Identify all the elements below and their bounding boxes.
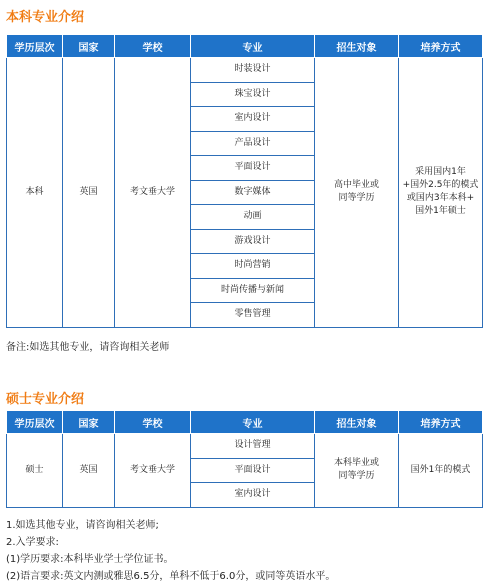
level-cell: 本科 xyxy=(7,58,63,328)
undergrad-section-title: 本科专业介绍 xyxy=(6,10,85,25)
major-cell: 平面设计 xyxy=(191,458,315,483)
major-cell: 室内设计 xyxy=(191,107,315,132)
mode-line: 采用国内1年 xyxy=(415,167,466,178)
header-mode: 培养方式 xyxy=(399,35,483,58)
header-target: 招生对象 xyxy=(315,411,399,434)
mode-line: +国外2.5年的模式 xyxy=(402,180,479,191)
header-level: 学历层次 xyxy=(7,411,63,434)
header-level: 学历层次 xyxy=(7,35,63,58)
major-cell: 室内设计 xyxy=(191,483,315,508)
level-cell: 硕士 xyxy=(7,434,63,508)
target-line: 同等学历 xyxy=(338,193,375,204)
header-target: 招生对象 xyxy=(315,35,399,58)
mode-line: 国外1年硕士 xyxy=(415,206,466,217)
header-major: 专业 xyxy=(191,35,315,58)
major-cell: 平面设计 xyxy=(191,156,315,181)
header-country: 国家 xyxy=(63,35,115,58)
master-section-title: 硕士专业介绍 xyxy=(6,392,85,407)
header-major: 专业 xyxy=(191,411,315,434)
major-cell: 产品设计 xyxy=(191,131,315,156)
major-cell: 时尚传播与新闻 xyxy=(191,278,315,303)
country-cell: 英国 xyxy=(63,58,115,328)
header-school: 学校 xyxy=(115,35,191,58)
header-mode: 培养方式 xyxy=(399,411,483,434)
master-note-3: (1)学历要求:本科毕业学士学位证书。 xyxy=(6,554,174,565)
table-row xyxy=(7,58,483,83)
major-cell: 珠宝设计 xyxy=(191,82,315,107)
major-cell: 游戏设计 xyxy=(191,229,315,254)
school-cell: 考文垂大学 xyxy=(115,58,191,328)
target-cell xyxy=(315,58,399,328)
major-cell: 时尚营销 xyxy=(191,254,315,279)
master-note-1: 1.如选其他专业，请咨询相关老师; xyxy=(6,520,159,531)
mode-cell xyxy=(399,58,483,328)
major-cell: 数字媒体 xyxy=(191,180,315,205)
major-cell: 零售管理 xyxy=(191,303,315,328)
undergrad-header-row xyxy=(7,35,483,58)
undergrad-note: 备注:如选其他专业，请咨询相关老师 xyxy=(6,342,170,353)
major-cell: 时装设计 xyxy=(191,58,315,83)
master-note-4: (2)语言要求:英文内测或雅思6.5分，单科不低于6.0分，或同等英语水平。 xyxy=(6,571,336,582)
mode-line: 或国内3年本科+ xyxy=(406,193,475,204)
undergrad-table xyxy=(6,34,483,328)
mode-cell: 国外1年的模式 xyxy=(399,434,483,508)
target-line: 本科毕业或 xyxy=(333,458,379,469)
master-table xyxy=(6,410,483,508)
target-line: 高中毕业或 xyxy=(333,180,379,191)
country-cell: 英国 xyxy=(63,434,115,508)
master-note-2: 2.入学要求: xyxy=(6,537,59,548)
target-cell xyxy=(315,434,399,508)
school-cell: 考文垂大学 xyxy=(115,434,191,508)
major-cell: 动画 xyxy=(191,205,315,230)
header-country: 国家 xyxy=(63,411,115,434)
header-school: 学校 xyxy=(115,411,191,434)
major-cell: 设计管理 xyxy=(191,434,315,459)
master-header-row xyxy=(7,411,483,434)
target-line: 同等学历 xyxy=(338,471,375,482)
table-row xyxy=(7,434,483,459)
